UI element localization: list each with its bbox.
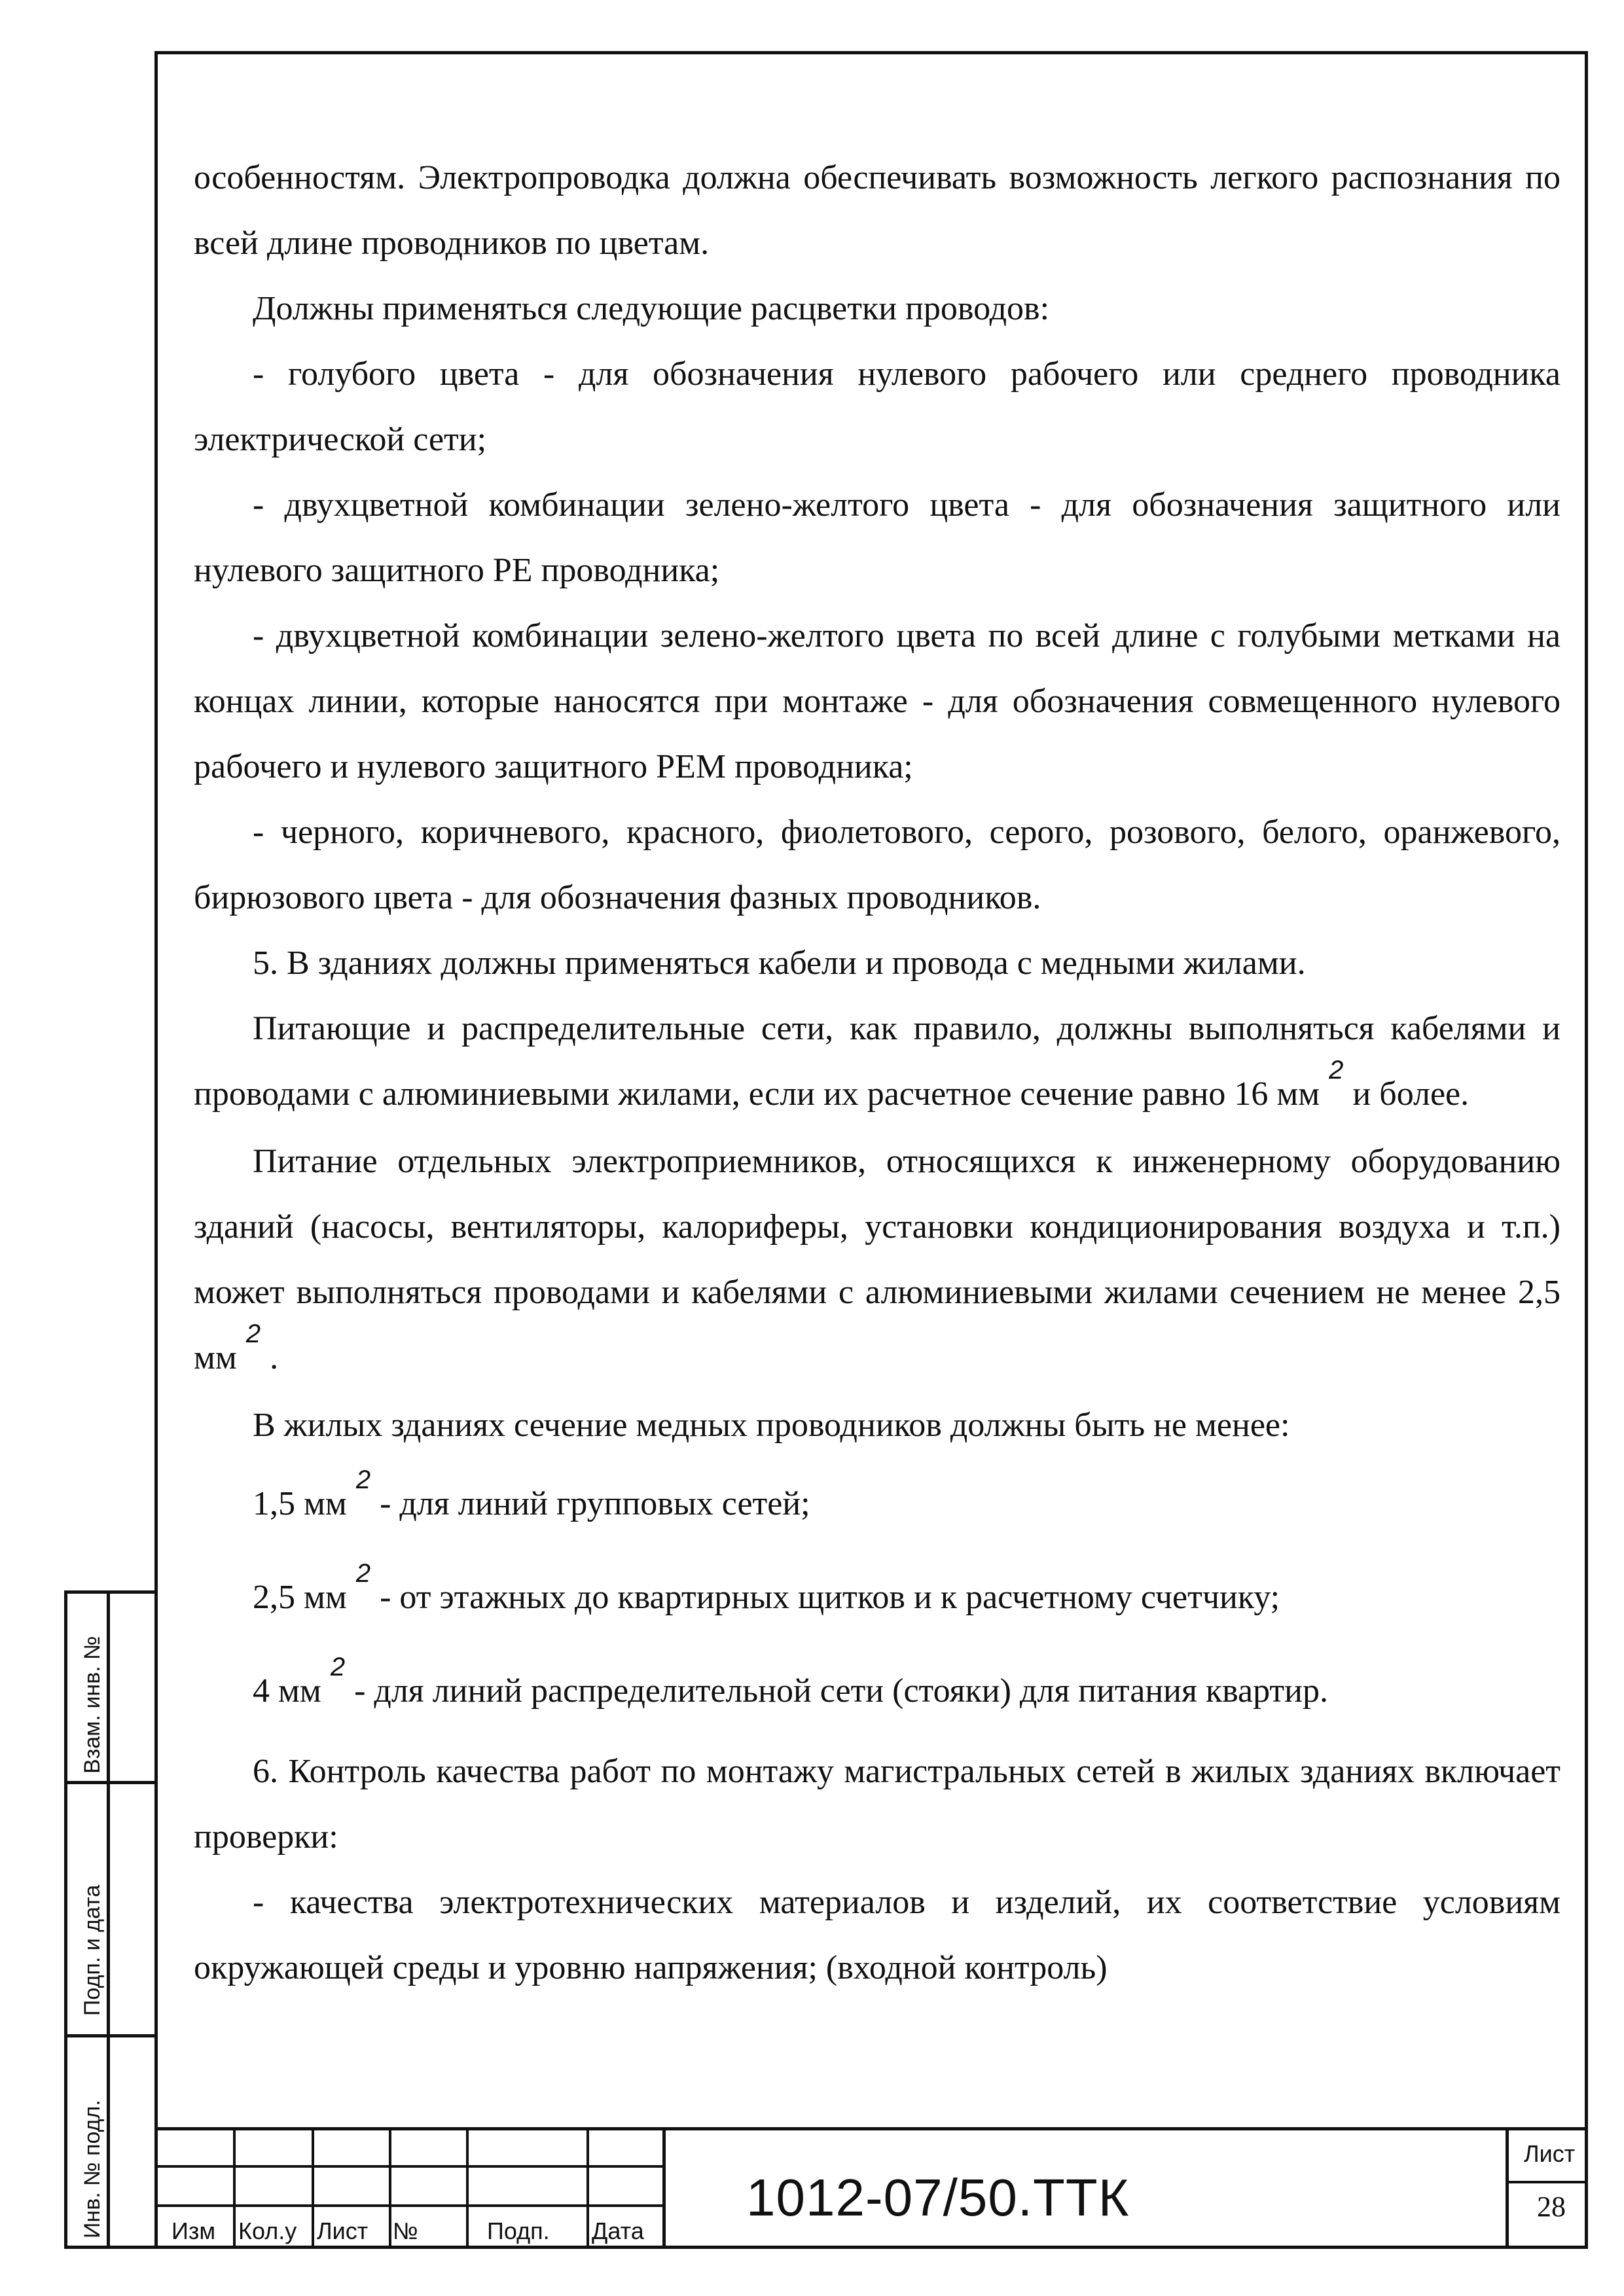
- title-block-list: Лист: [317, 2217, 369, 2244]
- paragraph-text: - для линий распределительной сети (стояки) для питания квартир.: [354, 1672, 1328, 1710]
- side-stamp: [64, 1590, 154, 2249]
- paragraph: [194, 1552, 1561, 1645]
- paragraph: 6. Контроль качества работ по монтажу магистральных сетей в жилых зданиях включает проверки:: [194, 1753, 1561, 1856]
- paragraph-text: - от этажных до квартирных щитков и к расчетному счетчику;: [380, 1579, 1280, 1616]
- paragraph: - черного, коричневого, красного, фиолетового, серого, розового, белого, оранжевого, бирюзового цвета - для обозначения фазных проводников.: [194, 814, 1561, 916]
- paragraph: - двухцветной комбинации зелено-желтого цвета - для обозначения защитного или нулевого защитного PE проводника;: [194, 486, 1561, 589]
- paragraph: [194, 1458, 1561, 1552]
- paragraph-text: 2,5 мм: [253, 1579, 347, 1616]
- paragraph-text: Питание отдельных электроприемников, относящихся к инженерному оборудованию зданий (насосы, вентиляторы, калориферы, установки кондиционирования воздуха и т.п.) может выполняться проводами и кабелями с алюминиевыми жилами сечением не менее 2,5 мм: [194, 1143, 1561, 1376]
- paragraph-text: 1,5 мм: [253, 1485, 347, 1522]
- title-block-num: №: [393, 2217, 418, 2244]
- paragraph: - голубого цвета - для обозначения нулевого рабочего или среднего проводника электрической сети;: [194, 355, 1561, 458]
- paragraph-text: - для линий групповых сетей;: [380, 1485, 810, 1522]
- paragraph: Должны применяться следующие расцветки проводов:: [253, 290, 1050, 327]
- title-block-izm: Изм: [171, 2217, 216, 2244]
- paragraph: [194, 1645, 1561, 1739]
- side-label-inv: Инв. № подл.: [80, 2100, 105, 2238]
- paragraph: особенностям. Электропроводка должна обеспечивать возможность легкого распознания по всей длине проводников по цветам.: [194, 159, 1561, 262]
- paragraph: [194, 1129, 1561, 1393]
- paragraph: - качества электротехнических материалов и изделий, их соответствие условиям окружающей среды и уровню напряжения; (входной контроль): [194, 1884, 1561, 1986]
- superscript: 2: [330, 1653, 346, 1681]
- sheet-label: Лист: [1524, 2140, 1576, 2167]
- sheet-number: 28: [1537, 2191, 1566, 2223]
- side-label-podp: Подп. и дата: [80, 1884, 105, 2016]
- superscript: 2: [245, 1319, 261, 1348]
- side-divider: [67, 1781, 154, 1784]
- paragraph-text: .: [270, 1339, 279, 1376]
- paragraph: [194, 996, 1561, 1129]
- superscript: 2: [355, 1559, 371, 1588]
- paragraph-text: и более.: [1352, 1075, 1470, 1113]
- title-block-kolu: Кол.у: [238, 2217, 297, 2244]
- paragraph-text: 4 мм: [253, 1672, 321, 1710]
- side-divider: [107, 1594, 110, 2246]
- title-block-podp: Подп.: [487, 2217, 550, 2244]
- document-body: [194, 145, 1561, 2001]
- paragraph: В жилых зданиях сечение медных проводников должны быть не менее:: [253, 1407, 1290, 1444]
- superscript: 2: [1329, 1056, 1344, 1085]
- side-label-vzam: Взам. инв. №: [80, 1636, 105, 1774]
- paragraph: - двухцветной комбинации зелено-желтого цвета по всей длине с голубыми метками на концах линии, которые наносятся при монтаже - для обозначения совмещенного нулевого рабочего и нулевого защитного PEM проводника;: [194, 617, 1561, 785]
- paragraph-text: Питающие и распределительные сети, как правило, должны выполняться кабелями и проводами с алюминиевыми жилами, если их расчетное сечение равно 16 мм: [194, 1010, 1561, 1113]
- document-code: 1012-07/50.ТТК: [746, 2168, 1130, 2227]
- title-block-data: Дата: [592, 2217, 644, 2244]
- superscript: 2: [355, 1465, 371, 1494]
- side-divider: [67, 2034, 154, 2037]
- paragraph: 5. В зданиях должны применяться кабели и провода с медными жилами.: [253, 944, 1306, 982]
